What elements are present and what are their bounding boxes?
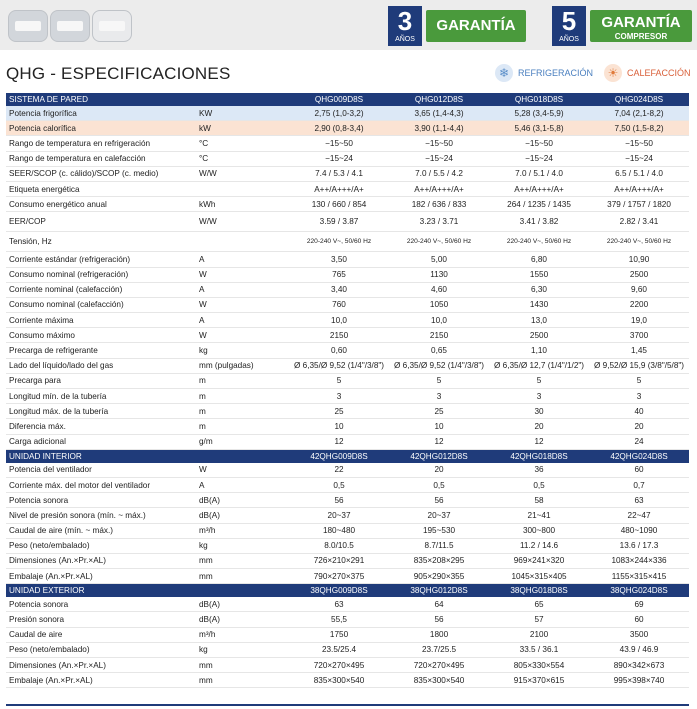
spec-value: 3700 [589, 328, 689, 343]
spec-unit: mm (pulgadas) [196, 358, 289, 373]
spec-value: 7.0 / 5.5 / 4.2 [389, 166, 489, 181]
spec-value: 220-240 V~, 50/60 Hz [589, 232, 689, 252]
spec-unit: m [196, 419, 289, 434]
section-title: UNIDAD EXTERIOR [6, 584, 289, 598]
warranty-badge-3 [388, 6, 530, 46]
warranty-badge-5 [552, 6, 692, 46]
spec-label: EER/COP [6, 212, 196, 232]
spec-value: 3 [589, 389, 689, 404]
spec-unit: W/W [196, 212, 289, 232]
spec-value: 5 [389, 373, 489, 388]
spec-value: 3,65 (1,4-4,3) [389, 106, 489, 121]
spec-unit: dB(A) [196, 508, 289, 523]
spec-row [6, 569, 689, 584]
spec-value: 726×210×291 [289, 553, 389, 568]
spec-value: 13.6 / 17.3 [589, 538, 689, 553]
spec-row [6, 197, 689, 212]
spec-value: 10 [389, 419, 489, 434]
spec-value: 1045×315×405 [489, 569, 589, 584]
spec-value: 1800 [389, 627, 489, 642]
spec-label: Peso (neto/embalado) [6, 538, 196, 553]
model-code: 38QHG024D8S [589, 584, 689, 598]
specifications-table [6, 93, 689, 688]
spec-unit: mm [196, 658, 289, 673]
spec-value: 19,0 [589, 313, 689, 328]
spec-row [6, 232, 689, 252]
spec-value: −15~24 [289, 151, 389, 166]
spec-value: 3.23 / 3.71 [389, 212, 489, 232]
spec-row [6, 508, 689, 523]
section-header [6, 449, 689, 463]
spec-label: Consumo energético anual [6, 197, 196, 212]
spec-label: Diferencia máx. [6, 419, 196, 434]
spec-value: 22 [289, 463, 389, 478]
spec-value: 5,00 [389, 252, 489, 267]
spec-value: 3.41 / 3.82 [489, 212, 589, 232]
spec-unit: dB(A) [196, 493, 289, 508]
spec-value: 10 [289, 419, 389, 434]
spec-value: 2100 [489, 627, 589, 642]
spec-unit: kg [196, 538, 289, 553]
spec-row [6, 151, 689, 166]
top-banner [0, 0, 697, 50]
spec-label: Potencia calorífica [6, 121, 196, 136]
spec-unit: A [196, 282, 289, 297]
spec-value: 56 [389, 612, 489, 627]
spec-value: 835×300×540 [389, 673, 489, 688]
spec-label: Peso (neto/embalado) [6, 642, 196, 657]
model-code: 38QHG012D8S [389, 584, 489, 598]
spec-value: 379 / 1757 / 1820 [589, 197, 689, 212]
spec-value: Ø 6,35/Ø 9,52 (1/4"/3/8") [389, 358, 489, 373]
spec-unit: W [196, 463, 289, 478]
spec-label: Corriente estándar (refrigeración) [6, 252, 196, 267]
spec-value: 130 / 660 / 854 [289, 197, 389, 212]
spec-value: 22~47 [589, 508, 689, 523]
spec-value: 1,45 [589, 343, 689, 358]
spec-value: 40 [589, 404, 689, 419]
spec-row [6, 627, 689, 642]
spec-value: 182 / 636 / 833 [389, 197, 489, 212]
spec-label: Caudal de aire (mín. ~ máx.) [6, 523, 196, 538]
spec-row [6, 642, 689, 657]
spec-value: 264 / 1235 / 1435 [489, 197, 589, 212]
spec-value: 7,50 (1,5-8,2) [589, 121, 689, 136]
spec-label: Corriente máx. del motor del ventilador [6, 477, 196, 492]
spec-label: Nivel de presión sonora (mín. ~ máx.) [6, 508, 196, 523]
spec-value: 64 [389, 597, 489, 612]
spec-unit: W [196, 297, 289, 312]
spec-row [6, 493, 689, 508]
spec-value: Ø 6,35/Ø 9,52 (1/4"/3/8") [289, 358, 389, 373]
spec-unit: A [196, 252, 289, 267]
spec-row [6, 419, 689, 434]
spec-value: 2,75 (1,0-3,2) [289, 106, 389, 121]
spec-label: Dimensiones (An.×Pr.×AL) [6, 553, 196, 568]
model-code: QHG009D8S [289, 93, 389, 106]
ac-unit-thumbnail-icon [92, 10, 132, 42]
spec-row [6, 121, 689, 136]
spec-row [6, 373, 689, 388]
spec-unit [196, 232, 289, 252]
spec-value: A++/A+++/A+ [489, 181, 589, 196]
spec-value: 5,46 (3,1-5,8) [489, 121, 589, 136]
spec-value: 57 [489, 612, 589, 627]
spec-value: 0,5 [489, 477, 589, 492]
spec-unit: m [196, 373, 289, 388]
spec-value: 905×290×355 [389, 569, 489, 584]
spec-unit: dB(A) [196, 612, 289, 627]
spec-value: 2200 [589, 297, 689, 312]
spec-value: 10,90 [589, 252, 689, 267]
spec-label: SEER/SCOP (c. cálido)/SCOP (c. medio) [6, 166, 196, 181]
spec-value: 9,60 [589, 282, 689, 297]
spec-value: 23.5/25.4 [289, 642, 389, 657]
model-code: 42QHG024D8S [589, 449, 689, 463]
spec-row [6, 212, 689, 232]
spec-value: 3 [289, 389, 389, 404]
spec-row [6, 658, 689, 673]
spec-label: Potencia del ventilador [6, 463, 196, 478]
spec-value: 5,28 (3,4-5,9) [489, 106, 589, 121]
section-title: SISTEMA DE PARED [6, 93, 289, 106]
spec-value: 55,5 [289, 612, 389, 627]
spec-value: 56 [289, 493, 389, 508]
spec-unit: °C [196, 151, 289, 166]
spec-value: 790×270×375 [289, 569, 389, 584]
spec-label: Rango de temperatura en calefacción [6, 151, 196, 166]
spec-value: 20 [389, 463, 489, 478]
spec-label: Tensión, Hz [6, 232, 196, 252]
spec-value: 1550 [489, 267, 589, 282]
spec-unit: kg [196, 343, 289, 358]
spec-value: 195~530 [389, 523, 489, 538]
spec-label: Potencia frigorífica [6, 106, 196, 121]
spec-value: 220-240 V~, 50/60 Hz [289, 232, 389, 252]
legend-heating-label: CALEFACCIÓN [627, 68, 691, 78]
spec-value: 69 [589, 597, 689, 612]
spec-value: 1430 [489, 297, 589, 312]
spec-value: 720×270×495 [389, 658, 489, 673]
spec-value: −15~24 [489, 151, 589, 166]
spec-value: 7.0 / 5.1 / 4.0 [489, 166, 589, 181]
spec-row [6, 267, 689, 282]
spec-value: 65 [489, 597, 589, 612]
spec-value: 6,30 [489, 282, 589, 297]
spec-value: Ø 6,35/Ø 12,7 (1/4"/1/2") [489, 358, 589, 373]
spec-value: 3,50 [289, 252, 389, 267]
spec-label: Longitud máx. de la tubería [6, 404, 196, 419]
spec-value: 5 [589, 373, 689, 388]
spec-value: 805×330×554 [489, 658, 589, 673]
spec-value: 2500 [489, 328, 589, 343]
spec-row [6, 328, 689, 343]
sun-icon: ☀ [604, 64, 622, 82]
spec-row [6, 404, 689, 419]
model-code: QHG012D8S [389, 93, 489, 106]
spec-value: 995×398×740 [589, 673, 689, 688]
warranty-label: GARANTÍA [426, 10, 526, 42]
spec-value: 835×208×295 [389, 553, 489, 568]
spec-row [6, 597, 689, 612]
spec-value: 11.2 / 14.6 [489, 538, 589, 553]
spec-value: 220-240 V~, 50/60 Hz [489, 232, 589, 252]
spec-unit: A [196, 313, 289, 328]
spec-value: 2150 [389, 328, 489, 343]
spec-label: Consumo nominal (refrigeración) [6, 267, 196, 282]
spec-value: 7.4 / 5.3 / 4.1 [289, 166, 389, 181]
model-code: QHG018D8S [489, 93, 589, 106]
spec-value: 1750 [289, 627, 389, 642]
spec-value: 765 [289, 267, 389, 282]
spec-value: 60 [589, 463, 689, 478]
model-code: 42QHG012D8S [389, 449, 489, 463]
spec-value: −15~50 [489, 136, 589, 151]
spec-value: 915×370×615 [489, 673, 589, 688]
spec-value: 0,5 [389, 477, 489, 492]
spec-value: 3,40 [289, 282, 389, 297]
spec-value: 3 [489, 389, 589, 404]
table-bottom-rule [6, 704, 689, 706]
spec-value: 10,0 [389, 313, 489, 328]
spec-label: Potencia sonora [6, 493, 196, 508]
spec-row [6, 166, 689, 181]
spec-row [6, 673, 689, 688]
spec-value: 760 [289, 297, 389, 312]
spec-row [6, 297, 689, 312]
spec-row [6, 463, 689, 478]
spec-value: 1155×315×415 [589, 569, 689, 584]
spec-value: 8.0/10.5 [289, 538, 389, 553]
spec-value: A++/A+++/A+ [589, 181, 689, 196]
spec-value: 2500 [589, 267, 689, 282]
spec-value: 0,60 [289, 343, 389, 358]
legend-cooling-label: REFRIGERACIÓN [518, 68, 594, 78]
spec-label: Precarga para [6, 373, 196, 388]
warranty-label: GARANTÍA COMPRESOR [590, 10, 692, 42]
spec-row [6, 282, 689, 297]
spec-value: 0,5 [289, 477, 389, 492]
spec-row [6, 343, 689, 358]
spec-unit: KW [196, 106, 289, 121]
spec-row [6, 358, 689, 373]
spec-unit: W [196, 267, 289, 282]
spec-value: 10,0 [289, 313, 389, 328]
spec-value: 4,60 [389, 282, 489, 297]
spec-value: 13,0 [489, 313, 589, 328]
spec-value: 969×241×320 [489, 553, 589, 568]
spec-row [6, 612, 689, 627]
spec-row [6, 252, 689, 267]
spec-label: Precarga de refrigerante [6, 343, 196, 358]
spec-value: −15~50 [389, 136, 489, 151]
spec-unit: g/m [196, 434, 289, 449]
spec-row [6, 313, 689, 328]
spec-value: 25 [289, 404, 389, 419]
spec-value: 8.7/11.5 [389, 538, 489, 553]
spec-label: Embalaje (An.×Pr.×AL) [6, 673, 196, 688]
spec-value: −15~50 [289, 136, 389, 151]
spec-unit: kg [196, 642, 289, 657]
spec-value: A++/A+++/A+ [389, 181, 489, 196]
spec-value: 30 [489, 404, 589, 419]
spec-label: Corriente máxima [6, 313, 196, 328]
warranty-years: 5 AÑOS [552, 6, 586, 46]
spec-unit: kWh [196, 197, 289, 212]
spec-label: Lado del líquido/lado del gas [6, 358, 196, 373]
ac-unit-thumbnail-icon [8, 10, 48, 42]
snowflake-icon: ❄ [495, 64, 513, 82]
spec-label: Embalaje (An.×Pr.×AL) [6, 569, 196, 584]
spec-row [6, 553, 689, 568]
spec-label: Corriente nominal (calefacción) [6, 282, 196, 297]
spec-row [6, 136, 689, 151]
spec-value: 300~800 [489, 523, 589, 538]
spec-value: A++/A+++/A+ [289, 181, 389, 196]
spec-value: −15~24 [389, 151, 489, 166]
spec-value: −15~24 [589, 151, 689, 166]
spec-value: 0,65 [389, 343, 489, 358]
spec-value: 180~480 [289, 523, 389, 538]
spec-value: 7,04 (2,1-8,2) [589, 106, 689, 121]
spec-row [6, 538, 689, 553]
spec-value: 0,7 [589, 477, 689, 492]
spec-value: 3500 [589, 627, 689, 642]
spec-label: Carga adicional [6, 434, 196, 449]
spec-value: 2150 [289, 328, 389, 343]
spec-value: 23.7/25.5 [389, 642, 489, 657]
spec-value: 24 [589, 434, 689, 449]
spec-value: 1130 [389, 267, 489, 282]
spec-value: 20~37 [289, 508, 389, 523]
section-header [6, 584, 689, 598]
spec-row [6, 434, 689, 449]
spec-value: 63 [289, 597, 389, 612]
spec-row [6, 389, 689, 404]
section-header [6, 93, 689, 106]
spec-unit: mm [196, 553, 289, 568]
spec-value: 20 [589, 419, 689, 434]
spec-value: 12 [389, 434, 489, 449]
spec-value: 20 [489, 419, 589, 434]
spec-unit: mm [196, 569, 289, 584]
spec-value: 890×342×673 [589, 658, 689, 673]
spec-value: 20~37 [389, 508, 489, 523]
spec-unit: dB(A) [196, 597, 289, 612]
spec-value: 6.5 / 5.1 / 4.0 [589, 166, 689, 181]
spec-label: Longitud mín. de la tubería [6, 389, 196, 404]
spec-row [6, 106, 689, 121]
spec-value: 58 [489, 493, 589, 508]
spec-unit: A [196, 477, 289, 492]
spec-value: 6,80 [489, 252, 589, 267]
warranty-years: 3 AÑOS [388, 6, 422, 46]
spec-label: Consumo máximo [6, 328, 196, 343]
spec-unit: m [196, 404, 289, 419]
spec-label: Rango de temperatura en refrigeración [6, 136, 196, 151]
spec-value: 1083×244×336 [589, 553, 689, 568]
spec-unit: W/W [196, 166, 289, 181]
spec-unit [196, 181, 289, 196]
spec-value: 33.5 / 36.1 [489, 642, 589, 657]
spec-value: 220-240 V~, 50/60 Hz [389, 232, 489, 252]
spec-row [6, 477, 689, 492]
spec-value: 43.9 / 46.9 [589, 642, 689, 657]
model-code: 38QHG009D8S [289, 584, 389, 598]
spec-label: Caudal de aire [6, 627, 196, 642]
spec-label: Presión sonora [6, 612, 196, 627]
ac-unit-thumbnail-icon [50, 10, 90, 42]
spec-value: Ø 9,52/Ø 15,9 (3/8"/5/8") [589, 358, 689, 373]
spec-value: 1050 [389, 297, 489, 312]
section-title: UNIDAD INTERIOR [6, 449, 289, 463]
spec-unit: m³/h [196, 523, 289, 538]
spec-value: 36 [489, 463, 589, 478]
spec-label: Etiqueta energética [6, 181, 196, 196]
spec-label: Potencia sonora [6, 597, 196, 612]
spec-value: 63 [589, 493, 689, 508]
legend-cooling [495, 64, 593, 82]
legend-heating [604, 64, 691, 82]
spec-value: 60 [589, 612, 689, 627]
spec-value: 56 [389, 493, 489, 508]
spec-unit: mm [196, 673, 289, 688]
spec-unit: kW [196, 121, 289, 136]
spec-value: 2,90 (0,8-3,4) [289, 121, 389, 136]
spec-value: 835×300×540 [289, 673, 389, 688]
spec-unit: °C [196, 136, 289, 151]
spec-value: 3 [389, 389, 489, 404]
model-code: QHG024D8S [589, 93, 689, 106]
spec-value: 480~1090 [589, 523, 689, 538]
spec-value: 1,10 [489, 343, 589, 358]
spec-unit: m [196, 389, 289, 404]
spec-value: 720×270×495 [289, 658, 389, 673]
model-code: 38QHG018D8S [489, 584, 589, 598]
spec-unit: m³/h [196, 627, 289, 642]
spec-value: 2.82 / 3.41 [589, 212, 689, 232]
spec-value: 12 [489, 434, 589, 449]
spec-label: Dimensiones (An.×Pr.×AL) [6, 658, 196, 673]
spec-unit: W [196, 328, 289, 343]
page-title: QHG - ESPECIFICACIONES [6, 64, 231, 83]
spec-label: Consumo nominal (calefacción) [6, 297, 196, 312]
spec-value: 5 [489, 373, 589, 388]
spec-value: 25 [389, 404, 489, 419]
model-code: 42QHG018D8S [489, 449, 589, 463]
spec-value: 5 [289, 373, 389, 388]
spec-row [6, 181, 689, 196]
spec-value: 21~41 [489, 508, 589, 523]
spec-value: 12 [289, 434, 389, 449]
model-code: 42QHG009D8S [289, 449, 389, 463]
spec-value: −15~50 [589, 136, 689, 151]
spec-row [6, 523, 689, 538]
spec-value: 3,90 (1,1-4,4) [389, 121, 489, 136]
spec-value: 3.59 / 3.87 [289, 212, 389, 232]
